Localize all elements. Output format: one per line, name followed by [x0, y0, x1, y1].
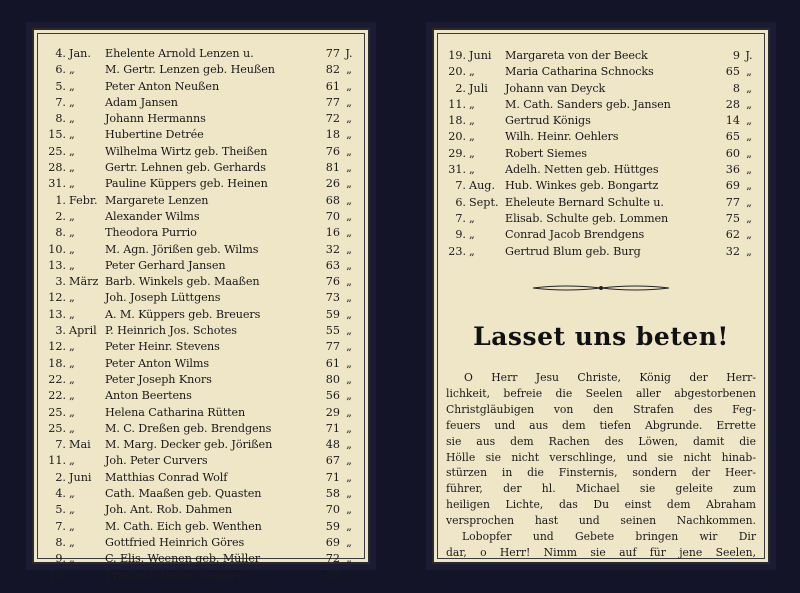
entry-age: 70 [325, 209, 340, 223]
entry-age: 68 [325, 193, 340, 207]
entry-day: 7. [55, 95, 66, 109]
entry-month: „ [69, 487, 75, 501]
list-item [44, 193, 358, 209]
entry-age: 72 [325, 552, 340, 566]
left-page [26, 22, 376, 582]
entry-age: 28 [725, 97, 740, 111]
entry-day: 8. [55, 226, 66, 240]
entry-day: 13. [48, 307, 66, 321]
entry-day: 18. [448, 114, 466, 128]
entry-day: 6. [455, 195, 466, 209]
list-item [44, 421, 358, 437]
entry-unit: „ [746, 228, 752, 242]
entry-unit: „ [346, 275, 352, 289]
entry-month: „ [69, 519, 75, 533]
entry-unit: „ [746, 97, 752, 111]
entry-month: „ [69, 389, 75, 403]
entry-day: 7. [55, 519, 66, 533]
entry-unit: „ [346, 79, 352, 93]
list-item [44, 568, 358, 584]
entry-name: A. M. Küppers geb. Breuers [105, 307, 261, 321]
entry-age: 76 [325, 144, 340, 158]
entry-month: „ [469, 228, 475, 242]
entry-age: 14 [725, 114, 740, 128]
list-item [44, 95, 358, 111]
entry-age: 48 [325, 438, 340, 452]
right-paper [432, 28, 770, 564]
entry-month: „ [69, 568, 75, 582]
entry-name: M. Cath. Sanders geb. Jansen [505, 97, 671, 111]
prayer-line: führer, der hl. Michael sie geleite zum [446, 482, 756, 496]
entry-day: 7. [55, 438, 66, 452]
entry-day: 20. [448, 65, 466, 79]
entry-age: 77 [325, 47, 340, 60]
entry-month: „ [69, 405, 75, 419]
list-item [44, 258, 358, 274]
entry-month: Jan. [69, 47, 91, 60]
entry-month: „ [69, 258, 75, 272]
entry-month: „ [469, 244, 475, 258]
entry-name: Cath. Maaßen geb. Quasten [105, 487, 262, 501]
entry-day: 25. [48, 144, 66, 158]
entry-name: Helena Catharina Rütten [105, 405, 246, 419]
list-item [44, 209, 358, 225]
entry-month: „ [69, 307, 75, 321]
list-item [44, 486, 358, 502]
prayer-line: sie aus dem Rachen des Löwen, damit die [446, 434, 756, 448]
list-item [444, 113, 758, 129]
entry-day: 7. [455, 179, 466, 193]
entry-month: „ [69, 535, 75, 549]
entry-month: „ [69, 291, 75, 305]
entry-day: 22. [48, 372, 66, 386]
entry-age: 76 [325, 275, 340, 289]
prayer-line: O Herr Jesu Christe, König der Herr- [464, 371, 756, 384]
entry-month: „ [69, 161, 75, 175]
entry-month: „ [69, 356, 75, 370]
prayer-line: Lobopfer und Gebete bringen wir Dir [462, 530, 756, 544]
entry-age: 77 [725, 195, 740, 209]
entry-month: „ [69, 177, 75, 191]
entry-unit: „ [346, 340, 352, 354]
list-item [44, 176, 358, 192]
entry-unit: „ [346, 177, 352, 191]
entry-unit: „ [346, 568, 352, 582]
entry-unit: „ [346, 356, 352, 370]
entry-unit: „ [346, 519, 352, 533]
entry-month: Juni [469, 49, 492, 62]
entry-day: 28. [48, 161, 66, 175]
list-item [444, 244, 758, 260]
entry-unit: „ [346, 226, 352, 240]
prayer-text [446, 370, 756, 561]
entry-day: 23. [448, 244, 466, 258]
entry-month: Aug. [469, 179, 496, 193]
entry-age: 55 [325, 324, 340, 338]
entry-name: P. Heinrich Jos. Schotes [105, 324, 237, 338]
entry-name: Gertrud Königs [505, 114, 591, 128]
entry-age: 61 [325, 79, 340, 93]
entry-day: 9. [55, 552, 66, 566]
prayer-line: versprochen hast und seinen Nachkommen. [446, 514, 756, 528]
entry-age: 9 [732, 49, 740, 62]
entry-unit: „ [746, 114, 752, 128]
prayer-heading: Lasset uns beten! [473, 322, 729, 351]
entry-unit: „ [346, 487, 352, 501]
entry-month: „ [69, 421, 75, 435]
right-death-list [444, 48, 758, 260]
entry-day: 9. [455, 228, 466, 242]
entry-day: 15. [48, 128, 66, 142]
list-item [44, 79, 358, 95]
list-item [44, 225, 358, 241]
entry-month: Sept. [469, 195, 499, 209]
list-item [44, 551, 358, 567]
entry-name: Adam Jansen [105, 95, 178, 109]
entry-age: 29 [325, 405, 340, 419]
entry-unit: „ [346, 438, 352, 452]
entry-age: 8 [732, 81, 740, 95]
list-item [44, 62, 358, 78]
list-item [444, 146, 758, 162]
entry-unit: „ [346, 421, 352, 435]
entry-age: 60 [725, 146, 740, 160]
entry-unit: „ [746, 65, 752, 79]
entry-name: Joh. Joseph Lüttgens [105, 291, 221, 305]
entry-age: 65 [725, 130, 740, 144]
entry-day: 29. [448, 146, 466, 160]
entry-unit: „ [346, 535, 352, 549]
entry-age: 36 [725, 163, 740, 177]
entry-unit: „ [746, 211, 752, 225]
entry-unit: „ [346, 291, 352, 305]
entry-month: „ [69, 242, 75, 256]
entry-name: Wilhelma Wirtz geb. Theißen [105, 144, 268, 158]
list-item [44, 437, 358, 453]
entry-unit: „ [346, 324, 352, 338]
entry-name: M. C. Dreßen geb. Brendgens [105, 421, 272, 435]
entry-day: 10. [48, 242, 66, 256]
entry-name: Gertrud Blum geb. Burg [505, 244, 641, 258]
entry-month: „ [469, 130, 475, 144]
entry-age: 77 [325, 340, 340, 354]
entry-day: 20. [448, 130, 466, 144]
entry-unit: „ [746, 81, 752, 95]
divider-ornament [434, 278, 768, 297]
entry-name: Peter Joseph Knors [105, 372, 212, 386]
list-item [44, 405, 358, 421]
entry-name: Peter Anton Wilms [105, 356, 210, 370]
entry-unit: „ [346, 503, 352, 517]
list-item [44, 127, 358, 143]
entry-month: „ [69, 79, 75, 93]
entry-name: Wilh. Heinr. Oehlers [505, 130, 619, 144]
entry-day: 12. [48, 340, 66, 354]
entry-day: 3. [55, 324, 66, 338]
entry-name: M. Gertr. Lenzen geb. Heußen [105, 63, 275, 77]
entry-age: 32 [725, 244, 740, 258]
list-item [44, 453, 358, 469]
entry-month: „ [69, 503, 75, 517]
left-paper [32, 28, 370, 582]
entry-day: 18. [48, 356, 66, 370]
entry-name: Joh. Peter Curvers [105, 454, 208, 468]
list-item [44, 519, 358, 535]
entry-month: April [69, 324, 97, 338]
entry-month: Juli [469, 81, 488, 95]
entry-day: 19. [448, 49, 466, 62]
entry-unit: J. [745, 49, 753, 62]
entry-day: 7. [455, 211, 466, 225]
entry-unit: „ [346, 552, 352, 566]
entry-age: 56 [325, 389, 340, 403]
entry-day: 31. [48, 177, 66, 191]
list-item [444, 64, 758, 80]
list-item [444, 211, 758, 227]
entry-day: 31. [448, 163, 466, 177]
entry-month: „ [469, 97, 475, 111]
list-item [44, 339, 358, 355]
entry-month: „ [69, 454, 75, 468]
entry-day: 3. [55, 275, 66, 289]
entry-name: Adelh. Netten geb. Hüttges [505, 163, 659, 177]
entry-unit: „ [346, 128, 352, 142]
entry-name: Friedrich Heinr. Stappen [105, 568, 245, 582]
entry-unit: „ [346, 209, 352, 223]
entry-day: 13. [48, 258, 66, 272]
entry-day: 2. [55, 209, 66, 223]
entry-age: 63 [325, 258, 340, 272]
entry-unit: „ [346, 470, 352, 484]
entry-day: 25. [48, 421, 66, 435]
list-item [44, 144, 358, 160]
entry-month: „ [69, 209, 75, 223]
list-item [44, 242, 358, 258]
entry-age: 77 [325, 95, 340, 109]
list-item [44, 388, 358, 404]
entry-day: 5. [55, 503, 66, 517]
list-item [44, 502, 358, 518]
entry-name: C. Elis. Weenen geb. Müller [105, 552, 261, 566]
entry-day: 6. [55, 63, 66, 77]
entry-unit: „ [346, 63, 352, 77]
entry-month: Febr. [69, 193, 98, 207]
entry-age: 58 [325, 487, 340, 501]
entry-day: 18. [48, 568, 66, 582]
entry-month: „ [69, 552, 75, 566]
entry-name: Elisab. Schulte geb. Lommen [505, 211, 669, 225]
entry-month: „ [469, 146, 475, 160]
list-item [44, 307, 358, 323]
entry-unit: „ [746, 163, 752, 177]
entry-name: Conrad Jacob Brendgens [505, 228, 645, 242]
entry-age: 61 [325, 356, 340, 370]
entry-day: 5. [55, 79, 66, 93]
entry-name: Margarete Lenzen [105, 193, 209, 207]
entry-unit: „ [746, 146, 752, 160]
prayer-line: stürzen in die Finsternis, sondern der Heer- [446, 466, 756, 480]
entry-name: Eheleute Bernard Schulte u. [505, 195, 664, 209]
list-item [44, 323, 358, 339]
entry-age: 73 [325, 291, 340, 305]
entry-name: M. Agn. Jörißen geb. Wilms [105, 242, 259, 256]
entry-name: Johann van Deyck [505, 81, 606, 95]
entry-name: Peter Anton Neußen [105, 79, 220, 93]
entry-unit: „ [746, 130, 752, 144]
entry-day: 2. [455, 81, 466, 95]
entry-day: 2. [55, 470, 66, 484]
entry-day: 1. [55, 193, 66, 207]
list-item [444, 48, 758, 64]
list-item [444, 162, 758, 178]
entry-name: Maria Catharina Schnocks [505, 65, 654, 79]
entry-name: Peter Gerhard Jansen [105, 258, 226, 272]
entry-unit: „ [746, 195, 752, 209]
list-item [44, 111, 358, 127]
list-item [44, 274, 358, 290]
entry-age: 65 [725, 65, 740, 79]
entry-age: 16 [325, 226, 340, 240]
entry-name: Matthias Conrad Wolf [105, 470, 228, 484]
list-item [44, 356, 358, 372]
entry-name: Barb. Winkels geb. Maaßen [105, 275, 260, 289]
entry-name: Gertr. Lehnen geb. Gerhards [105, 161, 266, 175]
entry-name: Johann Hermanns [105, 112, 206, 126]
entry-name: Peter Heinr. Stevens [105, 340, 220, 354]
entry-age: 69 [325, 535, 340, 549]
entry-day: 4. [55, 47, 66, 60]
entry-day: 11. [448, 97, 466, 111]
entry-name: M. Cath. Eich geb. Wenthen [105, 519, 262, 533]
right-page [426, 22, 776, 570]
entry-name: Hub. Winkes geb. Bongartz [505, 179, 659, 193]
entry-unit: „ [346, 454, 352, 468]
entry-name: Alexander Wilms [105, 209, 200, 223]
prayer-line: lichkeit, befreie die Seelen aller abgestorbenen [446, 386, 756, 400]
entry-age: 72 [325, 112, 340, 126]
entry-unit: „ [346, 307, 352, 321]
left-death-list [44, 46, 358, 584]
list-item [44, 535, 358, 551]
entry-name: Margareta von der Beeck [505, 49, 648, 62]
list-item [444, 178, 758, 194]
entry-day: 22. [48, 389, 66, 403]
entry-age: 71 [325, 470, 340, 484]
entry-month: „ [69, 144, 75, 158]
list-item [44, 470, 358, 486]
entry-unit: „ [346, 112, 352, 126]
entry-age: 75 [725, 211, 740, 225]
list-item [444, 129, 758, 145]
entry-name: Ehelente Arnold Lenzen u. [105, 47, 254, 60]
entry-age: 68 [325, 568, 340, 582]
list-item [444, 227, 758, 243]
entry-unit: „ [346, 405, 352, 419]
entry-unit: „ [746, 179, 752, 193]
entry-age: 26 [325, 177, 340, 191]
prayer-line: dar, o Herr! Nimm sie auf für jene Seelen, [446, 545, 756, 559]
list-item [44, 160, 358, 176]
entry-unit: J. [345, 47, 353, 60]
list-item [44, 46, 358, 62]
prayer-line: Hölle sie nicht verschlinge, und sie nicht hinab- [446, 450, 756, 464]
entry-unit: „ [346, 193, 352, 207]
list-item [44, 290, 358, 306]
entry-day: 8. [55, 535, 66, 549]
entry-unit: „ [346, 161, 352, 175]
entry-name: Robert Siemes [505, 146, 587, 160]
entry-age: 80 [325, 372, 340, 386]
entry-unit: „ [346, 389, 352, 403]
entry-name: M. Marg. Decker geb. Jörißen [105, 438, 273, 452]
entry-age: 70 [325, 503, 340, 517]
entry-unit: „ [346, 372, 352, 386]
entry-day: 8. [55, 112, 66, 126]
prayer-line: Christgläubigen von den Strafen des Feg- [446, 402, 756, 416]
entry-unit: „ [346, 242, 352, 256]
entry-month: März [69, 275, 99, 289]
entry-age: 62 [725, 228, 740, 242]
entry-age: 59 [325, 519, 340, 533]
entry-age: 82 [325, 63, 340, 77]
entry-age: 71 [325, 421, 340, 435]
entry-month: „ [469, 163, 475, 177]
entry-month: „ [69, 226, 75, 240]
entry-unit: „ [746, 244, 752, 258]
list-item [444, 97, 758, 113]
entry-day: 25. [48, 405, 66, 419]
entry-name: Gottfried Heinrich Göres [105, 535, 245, 549]
entry-name: Anton Beertens [105, 389, 192, 403]
entry-month: „ [469, 65, 475, 79]
entry-month: „ [69, 128, 75, 142]
entry-month: „ [469, 211, 475, 225]
entry-unit: „ [346, 95, 352, 109]
entry-name: Joh. Ant. Rob. Dahmen [105, 503, 233, 517]
entry-name: Pauline Küppers geb. Heinen [105, 177, 268, 191]
entry-unit: „ [346, 144, 352, 158]
entry-name: Theodora Purrio [105, 226, 197, 240]
entry-month: „ [69, 95, 75, 109]
prayer-line: feuers und aus dem tiefen Abgrunde. Errette [446, 418, 756, 432]
list-item [444, 81, 758, 97]
entry-month: „ [69, 112, 75, 126]
entry-age: 67 [325, 454, 340, 468]
entry-month: „ [69, 372, 75, 386]
list-item [44, 372, 358, 388]
entry-month: „ [69, 63, 75, 77]
prayer-line: heiligen Lichte, das Du einst dem Abraham [446, 498, 756, 512]
entry-day: 4. [55, 487, 66, 501]
entry-month: „ [469, 114, 475, 128]
entry-age: 59 [325, 307, 340, 321]
entry-age: 32 [325, 242, 340, 256]
entry-month: „ [69, 340, 75, 354]
entry-unit: „ [346, 258, 352, 272]
entry-month: Juni [69, 470, 92, 484]
entry-age: 69 [725, 179, 740, 193]
entry-day: 11. [48, 454, 66, 468]
entry-name: Hubertine Detrée [105, 128, 204, 142]
entry-day: 12. [48, 291, 66, 305]
list-item [444, 195, 758, 211]
entry-month: Mai [69, 438, 91, 452]
entry-age: 81 [325, 161, 340, 175]
entry-age: 18 [325, 128, 340, 142]
